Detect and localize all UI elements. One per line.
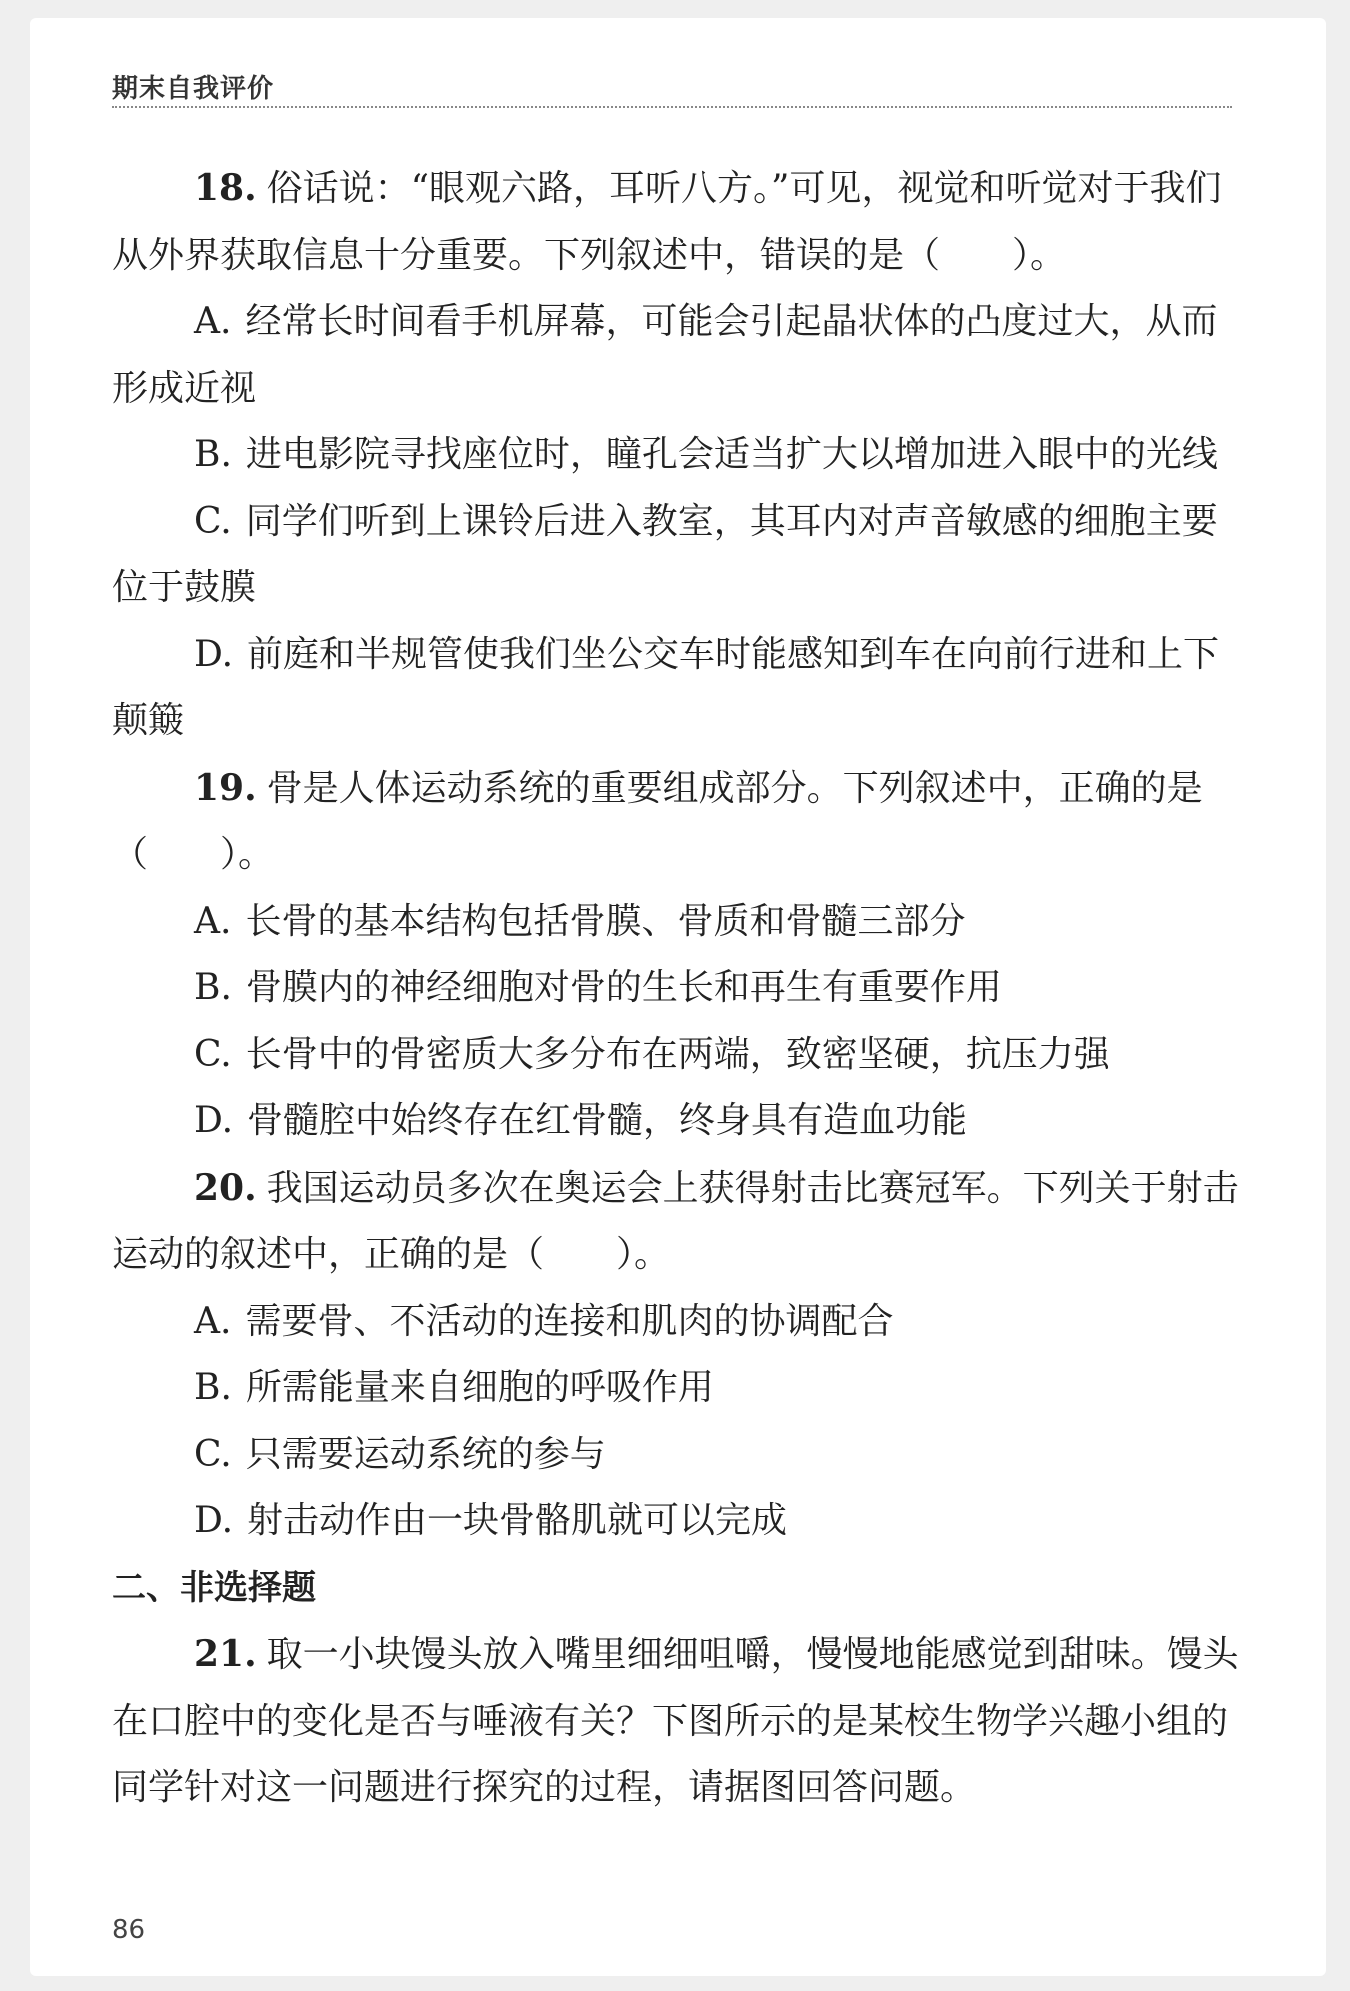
option-letter: A. — [194, 1300, 232, 1342]
option-text: 同学们听到上课铃后进入教室，其耳内对声音敏感的细胞主要位于鼓膜 — [112, 500, 1218, 608]
option-letter: C. — [194, 1433, 232, 1475]
question-19-stem — [112, 755, 1240, 889]
question-18-option-a — [112, 289, 1240, 422]
question-18-stem — [112, 155, 1240, 289]
option-letter: C. — [194, 1033, 232, 1075]
question-text: 俗话说：“眼观六路，耳听八方。”可见，视觉和听觉对于我们从外界获取信息十分重要。下列叙述中，错误的是（ ）。 — [112, 168, 1222, 276]
option-text: 长骨中的骨密质大多分布在两端，致密坚硬，抗压力强 — [245, 1033, 1110, 1075]
question-19-option-c — [112, 1022, 1240, 1089]
option-text: 骨髓腔中始终存在红骨髓，终身具有造血功能 — [247, 1100, 968, 1141]
option-letter: D. — [194, 1100, 234, 1141]
option-letter: C. — [194, 500, 232, 542]
question-21-stem — [112, 1621, 1240, 1822]
option-text: 前庭和半规管使我们坐公交车时能感知到车在向前行进和上下颠簸 — [112, 633, 1220, 741]
option-text: 需要骨、不活动的连接和肌肉的协调配合 — [245, 1300, 894, 1342]
question-text: 我国运动员多次在奥运会上获得射击比赛冠军。下列关于射击运动的叙述中，正确的是（ ）。 — [112, 1167, 1239, 1275]
option-letter: B. — [194, 967, 232, 1008]
question-number: 21. — [194, 1633, 257, 1675]
option-letter: A. — [194, 301, 232, 342]
page-header-title: 期末自我评价 — [112, 74, 275, 104]
question-20-option-d — [112, 1488, 1240, 1555]
question-19-option-d — [112, 1088, 1240, 1155]
question-19-option-b — [112, 955, 1240, 1022]
question-19-option-a — [112, 889, 1240, 956]
question-number: 19. — [194, 766, 257, 809]
page-number: 86 — [112, 1915, 146, 1945]
option-letter: A. — [194, 900, 232, 942]
question-18-option-d — [112, 622, 1240, 755]
question-20-option-a — [112, 1289, 1240, 1356]
question-number: 20. — [194, 1166, 257, 1209]
header-dotted-rule — [112, 106, 1232, 108]
option-letter: B. — [194, 1367, 232, 1408]
option-text: 所需能量来自细胞的呼吸作用 — [245, 1367, 714, 1408]
option-text: 射击动作由一块骨骼肌就可以完成 — [247, 1500, 788, 1541]
question-18-option-b — [112, 422, 1240, 489]
question-20-stem — [112, 1155, 1240, 1289]
option-letter: B. — [194, 434, 232, 475]
question-text: 骨是人体运动系统的重要组成部分。下列叙述中，正确的是（ ）。 — [112, 767, 1203, 875]
option-text: 经常长时间看手机屏幕，可能会引起晶状体的凸度过大，从而形成近视 — [112, 301, 1218, 409]
question-number: 18. — [194, 167, 257, 209]
exam-content — [112, 155, 1240, 1822]
option-text: 只需要运动系统的参与 — [245, 1433, 606, 1475]
option-text: 进电影院寻找座位时，瞳孔会适当扩大以增加进入眼中的光线 — [245, 434, 1218, 475]
option-text: 骨膜内的神经细胞对骨的生长和再生有重要作用 — [245, 967, 1002, 1008]
option-text: 长骨的基本结构包括骨膜、骨质和骨髓三部分 — [245, 900, 966, 942]
section-title: 二、非选择题 — [112, 1567, 316, 1608]
option-letter: D. — [194, 633, 234, 675]
question-text: 取一小块馒头放入嘴里细细咀嚼，慢慢地能感觉到甜味。馒头在口腔中的变化是否与唾液有关？下图所示的是某校生物学兴趣小组的同学针对这一问题进行探究的过程，请据图回答问题。 — [112, 1634, 1239, 1808]
question-18-option-c — [112, 489, 1240, 622]
question-20-option-c — [112, 1422, 1240, 1489]
question-20-option-b — [112, 1355, 1240, 1422]
option-letter: D. — [194, 1500, 234, 1541]
